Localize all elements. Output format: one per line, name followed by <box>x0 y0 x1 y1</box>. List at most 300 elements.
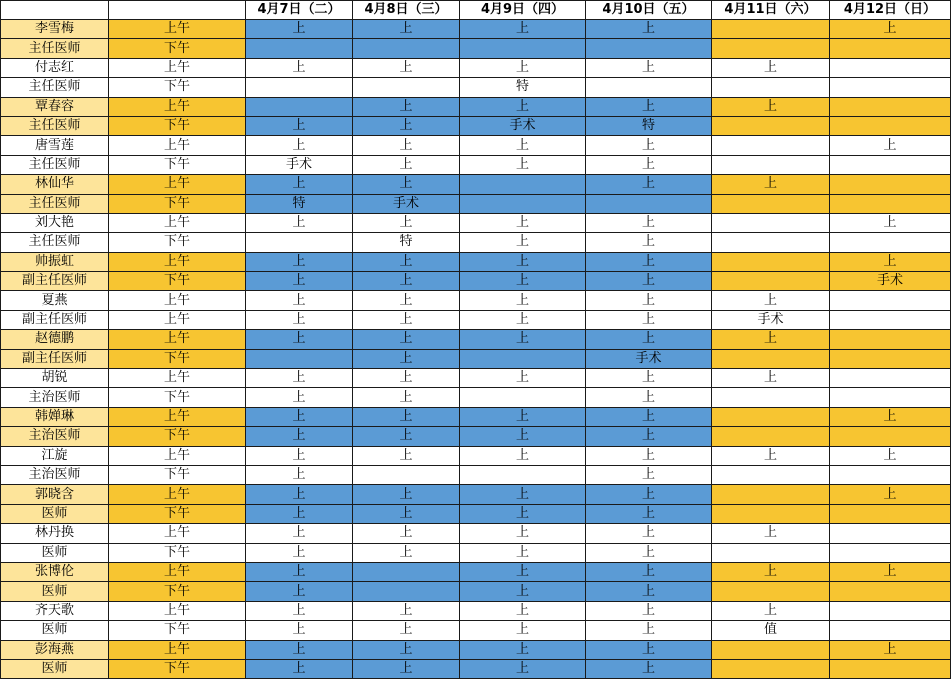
time-slot-cell[interactable]: 上午 <box>109 97 246 116</box>
shift-cell[interactable]: 特 <box>460 78 586 97</box>
time-slot-cell[interactable]: 下午 <box>109 621 246 640</box>
shift-cell[interactable] <box>712 136 830 155</box>
shift-cell[interactable]: 上 <box>586 97 712 116</box>
shift-cell[interactable]: 上 <box>353 349 460 368</box>
shift-cell[interactable]: 上 <box>246 562 353 581</box>
shift-cell[interactable] <box>830 427 951 446</box>
shift-cell[interactable]: 上 <box>353 369 460 388</box>
doctor-title-cell[interactable]: 主任医师 <box>1 78 109 97</box>
time-slot-cell[interactable]: 下午 <box>109 78 246 97</box>
shift-cell[interactable]: 上 <box>460 640 586 659</box>
doctor-name-cell[interactable]: 齐天歌 <box>1 601 109 620</box>
shift-cell[interactable]: 上 <box>353 407 460 426</box>
shift-cell[interactable] <box>460 465 586 484</box>
shift-cell[interactable] <box>830 233 951 252</box>
doctor-name-cell[interactable]: 赵德鹏 <box>1 330 109 349</box>
shift-cell[interactable]: 手术 <box>460 116 586 135</box>
shift-cell[interactable]: 上 <box>586 543 712 562</box>
shift-cell[interactable]: 上 <box>586 582 712 601</box>
shift-cell[interactable]: 上 <box>246 175 353 194</box>
shift-cell[interactable]: 上 <box>712 58 830 77</box>
shift-cell[interactable] <box>460 175 586 194</box>
shift-cell[interactable] <box>712 272 830 291</box>
shift-cell[interactable]: 上 <box>246 116 353 135</box>
shift-cell[interactable]: 上 <box>586 601 712 620</box>
shift-cell[interactable]: 上 <box>353 427 460 446</box>
doctor-name-cell[interactable]: 付志红 <box>1 58 109 77</box>
shift-cell[interactable] <box>712 155 830 174</box>
shift-cell[interactable] <box>712 39 830 58</box>
shift-cell[interactable]: 上 <box>586 562 712 581</box>
shift-cell[interactable] <box>830 39 951 58</box>
shift-cell[interactable] <box>586 39 712 58</box>
shift-cell[interactable] <box>712 349 830 368</box>
shift-cell[interactable] <box>712 485 830 504</box>
shift-cell[interactable]: 上 <box>353 97 460 116</box>
day-header-cell[interactable]: 4月7日（二） <box>246 1 353 20</box>
doctor-title-cell[interactable]: 副主任医师 <box>1 310 109 329</box>
shift-cell[interactable]: 上 <box>830 20 951 39</box>
time-slot-cell[interactable]: 上午 <box>109 310 246 329</box>
doctor-title-cell[interactable]: 医师 <box>1 582 109 601</box>
shift-cell[interactable]: 上 <box>353 136 460 155</box>
shift-cell[interactable]: 上 <box>460 407 586 426</box>
shift-cell[interactable] <box>353 465 460 484</box>
time-slot-cell[interactable]: 下午 <box>109 155 246 174</box>
shift-cell[interactable]: 上 <box>830 136 951 155</box>
shift-cell[interactable] <box>353 582 460 601</box>
shift-cell[interactable]: 上 <box>353 659 460 678</box>
shift-cell[interactable]: 手术 <box>712 310 830 329</box>
time-slot-cell[interactable]: 下午 <box>109 272 246 291</box>
doctor-name-cell[interactable]: 覃春容 <box>1 97 109 116</box>
doctor-name-cell[interactable]: 郭晓含 <box>1 485 109 504</box>
shift-cell[interactable]: 上 <box>246 485 353 504</box>
shift-cell[interactable] <box>353 78 460 97</box>
doctor-title-cell[interactable]: 主治医师 <box>1 465 109 484</box>
shift-cell[interactable]: 上 <box>460 136 586 155</box>
time-slot-cell[interactable]: 上午 <box>109 213 246 232</box>
shift-cell[interactable]: 上 <box>586 465 712 484</box>
time-slot-cell[interactable]: 下午 <box>109 543 246 562</box>
doctor-name-cell[interactable]: 夏燕 <box>1 291 109 310</box>
shift-cell[interactable] <box>830 659 951 678</box>
doctor-name-cell[interactable]: 李雪梅 <box>1 20 109 39</box>
shift-cell[interactable] <box>830 582 951 601</box>
header-row <box>1 1 951 20</box>
time-slot-cell[interactable]: 上午 <box>109 562 246 581</box>
doctor-title-cell[interactable]: 医师 <box>1 504 109 523</box>
shift-cell[interactable]: 上 <box>246 369 353 388</box>
doctor-name-cell[interactable]: 帅振虹 <box>1 252 109 271</box>
shift-cell[interactable]: 手术 <box>246 155 353 174</box>
shift-cell[interactable]: 上 <box>353 310 460 329</box>
shift-cell[interactable] <box>830 369 951 388</box>
shift-cell[interactable] <box>460 388 586 407</box>
shift-cell[interactable]: 上 <box>353 388 460 407</box>
doctor-name-cell[interactable]: 胡锐 <box>1 369 109 388</box>
shift-cell[interactable]: 上 <box>460 524 586 543</box>
shift-cell[interactable]: 上 <box>246 524 353 543</box>
shift-cell[interactable]: 上 <box>246 272 353 291</box>
doctor-title-cell[interactable]: 主任医师 <box>1 233 109 252</box>
shift-cell[interactable]: 上 <box>586 291 712 310</box>
shift-cell[interactable] <box>712 233 830 252</box>
time-slot-cell[interactable]: 上午 <box>109 601 246 620</box>
schedule-row <box>1 582 951 601</box>
shift-cell[interactable]: 上 <box>460 20 586 39</box>
shift-cell[interactable]: 上 <box>460 582 586 601</box>
shift-cell[interactable]: 上 <box>353 58 460 77</box>
time-slot-cell[interactable]: 上午 <box>109 369 246 388</box>
schedule-row <box>1 446 951 465</box>
shift-cell[interactable] <box>830 330 951 349</box>
shift-cell[interactable] <box>830 524 951 543</box>
day-header-cell[interactable]: 4月11日（六） <box>712 1 830 20</box>
shift-cell[interactable] <box>712 213 830 232</box>
shift-cell[interactable]: 上 <box>586 136 712 155</box>
shift-cell[interactable]: 上 <box>586 58 712 77</box>
shift-cell[interactable]: 上 <box>586 213 712 232</box>
shift-cell[interactable] <box>830 155 951 174</box>
shift-cell[interactable] <box>830 97 951 116</box>
shift-cell[interactable]: 上 <box>460 97 586 116</box>
day-header-cell[interactable]: 4月10日（五） <box>586 1 712 20</box>
shift-cell[interactable]: 上 <box>246 659 353 678</box>
shift-cell[interactable]: 上 <box>353 446 460 465</box>
shift-cell[interactable]: 值 <box>712 621 830 640</box>
shift-cell[interactable]: 上 <box>246 640 353 659</box>
shift-cell[interactable] <box>712 504 830 523</box>
shift-cell[interactable]: 上 <box>353 485 460 504</box>
shift-cell[interactable]: 上 <box>246 446 353 465</box>
schedule-row <box>1 465 951 484</box>
shift-cell[interactable]: 上 <box>712 97 830 116</box>
shift-cell[interactable] <box>460 194 586 213</box>
shift-cell[interactable] <box>830 116 951 135</box>
shift-cell[interactable]: 上 <box>586 388 712 407</box>
shift-cell[interactable]: 上 <box>353 543 460 562</box>
shift-cell[interactable]: 上 <box>712 524 830 543</box>
shift-cell[interactable]: 上 <box>246 310 353 329</box>
shift-cell[interactable]: 上 <box>586 504 712 523</box>
doctor-title-cell[interactable]: 主任医师 <box>1 194 109 213</box>
shift-cell[interactable]: 上 <box>586 640 712 659</box>
shift-cell[interactable]: 上 <box>460 58 586 77</box>
shift-cell[interactable]: 上 <box>353 291 460 310</box>
time-slot-cell[interactable]: 下午 <box>109 659 246 678</box>
shift-cell[interactable]: 上 <box>460 155 586 174</box>
shift-cell[interactable]: 上 <box>353 330 460 349</box>
schedule-row <box>1 485 951 504</box>
shift-cell[interactable]: 上 <box>353 116 460 135</box>
time-slot-cell[interactable]: 上午 <box>109 524 246 543</box>
shift-cell[interactable]: 上 <box>460 233 586 252</box>
shift-cell[interactable]: 上 <box>460 369 586 388</box>
shift-cell[interactable] <box>830 601 951 620</box>
time-slot-cell[interactable]: 上午 <box>109 330 246 349</box>
schedule-row <box>1 330 951 349</box>
shift-cell[interactable] <box>830 543 951 562</box>
shift-cell[interactable]: 上 <box>353 252 460 271</box>
doctor-title-cell[interactable]: 主任医师 <box>1 155 109 174</box>
shift-cell[interactable]: 上 <box>460 485 586 504</box>
shift-cell[interactable]: 上 <box>460 562 586 581</box>
doctor-title-cell[interactable]: 医师 <box>1 659 109 678</box>
doctor-title-cell[interactable]: 医师 <box>1 543 109 562</box>
shift-cell[interactable]: 上 <box>353 272 460 291</box>
shift-cell[interactable]: 上 <box>353 504 460 523</box>
shift-cell[interactable] <box>460 39 586 58</box>
shift-cell[interactable] <box>246 233 353 252</box>
shift-cell[interactable]: 上 <box>830 640 951 659</box>
schedule-row <box>1 601 951 620</box>
schedule-row <box>1 78 951 97</box>
shift-cell[interactable]: 上 <box>586 310 712 329</box>
time-slot-cell[interactable]: 下午 <box>109 194 246 213</box>
schedule-row <box>1 20 951 39</box>
shift-cell[interactable]: 特 <box>586 116 712 135</box>
schedule-row <box>1 194 951 213</box>
shift-cell[interactable] <box>830 291 951 310</box>
shift-cell[interactable]: 上 <box>460 310 586 329</box>
doctor-name-cell[interactable]: 唐雪莲 <box>1 136 109 155</box>
shift-cell[interactable]: 上 <box>353 213 460 232</box>
shift-cell[interactable]: 上 <box>246 58 353 77</box>
shift-cell[interactable] <box>712 388 830 407</box>
shift-cell[interactable]: 上 <box>712 330 830 349</box>
shift-cell[interactable]: 上 <box>830 562 951 581</box>
shift-cell[interactable] <box>712 116 830 135</box>
shift-cell[interactable] <box>586 194 712 213</box>
shift-cell[interactable] <box>830 175 951 194</box>
shift-cell[interactable] <box>830 194 951 213</box>
shift-cell[interactable]: 上 <box>246 504 353 523</box>
time-slot-cell[interactable]: 上午 <box>109 485 246 504</box>
shift-cell[interactable]: 上 <box>460 601 586 620</box>
shift-cell[interactable] <box>830 504 951 523</box>
shift-cell[interactable]: 上 <box>246 291 353 310</box>
doctor-name-cell[interactable]: 林丹换 <box>1 524 109 543</box>
shift-cell[interactable]: 上 <box>460 621 586 640</box>
time-slot-cell[interactable]: 上午 <box>109 252 246 271</box>
time-slot-cell[interactable]: 上午 <box>109 446 246 465</box>
shift-cell[interactable] <box>353 562 460 581</box>
shift-cell[interactable]: 上 <box>586 20 712 39</box>
shift-cell[interactable]: 上 <box>586 485 712 504</box>
time-slot-cell[interactable]: 上午 <box>109 175 246 194</box>
schedule-row <box>1 388 951 407</box>
doctor-name-cell[interactable]: 江旋 <box>1 446 109 465</box>
shift-cell[interactable] <box>830 78 951 97</box>
shift-cell[interactable]: 上 <box>246 427 353 446</box>
shift-cell[interactable]: 上 <box>586 155 712 174</box>
shift-cell[interactable] <box>586 78 712 97</box>
shift-cell[interactable]: 上 <box>353 640 460 659</box>
shift-cell[interactable]: 手术 <box>353 194 460 213</box>
doctor-name-cell[interactable]: 彭海燕 <box>1 640 109 659</box>
shift-cell[interactable]: 上 <box>246 388 353 407</box>
shift-cell[interactable] <box>712 465 830 484</box>
shift-cell[interactable]: 上 <box>246 465 353 484</box>
shift-cell[interactable]: 上 <box>586 427 712 446</box>
header-blank-cell[interactable] <box>1 1 109 20</box>
shift-cell[interactable]: 上 <box>460 213 586 232</box>
doctor-title-cell[interactable]: 主任医师 <box>1 39 109 58</box>
shift-cell[interactable]: 上 <box>353 524 460 543</box>
shift-cell[interactable]: 上 <box>460 272 586 291</box>
time-slot-cell[interactable]: 下午 <box>109 427 246 446</box>
time-slot-cell[interactable]: 上午 <box>109 291 246 310</box>
shift-cell[interactable]: 上 <box>586 369 712 388</box>
shift-cell[interactable]: 上 <box>246 601 353 620</box>
schedule-row <box>1 621 951 640</box>
shift-cell[interactable]: 上 <box>830 213 951 232</box>
shift-cell[interactable]: 上 <box>460 504 586 523</box>
time-slot-cell[interactable]: 下午 <box>109 233 246 252</box>
shift-cell[interactable]: 上 <box>460 252 586 271</box>
shift-cell[interactable]: 上 <box>460 427 586 446</box>
shift-cell[interactable] <box>830 310 951 329</box>
shift-cell[interactable]: 上 <box>246 621 353 640</box>
shift-cell[interactable]: 上 <box>246 252 353 271</box>
shift-cell[interactable]: 上 <box>246 330 353 349</box>
shift-cell[interactable] <box>712 407 830 426</box>
shift-cell[interactable] <box>712 427 830 446</box>
shift-cell[interactable] <box>712 543 830 562</box>
shift-cell[interactable]: 上 <box>830 252 951 271</box>
schedule-row <box>1 369 951 388</box>
shift-cell[interactable]: 特 <box>246 194 353 213</box>
header-time-cell[interactable] <box>109 1 246 20</box>
shift-cell[interactable] <box>830 388 951 407</box>
schedule-row <box>1 349 951 368</box>
time-slot-cell[interactable]: 下午 <box>109 39 246 58</box>
shift-cell[interactable]: 上 <box>712 291 830 310</box>
schedule-row <box>1 136 951 155</box>
shift-cell[interactable]: 上 <box>830 446 951 465</box>
doctor-title-cell[interactable]: 主任医师 <box>1 116 109 135</box>
doctor-name-cell[interactable]: 韩婵琳 <box>1 407 109 426</box>
shift-cell[interactable]: 上 <box>586 446 712 465</box>
shift-cell[interactable] <box>353 39 460 58</box>
shift-cell[interactable]: 上 <box>353 20 460 39</box>
time-slot-cell[interactable]: 下午 <box>109 504 246 523</box>
shift-cell[interactable] <box>830 349 951 368</box>
doctor-title-cell[interactable]: 副主任医师 <box>1 349 109 368</box>
shift-cell[interactable]: 上 <box>246 136 353 155</box>
shift-cell[interactable] <box>246 349 353 368</box>
shift-cell[interactable]: 手术 <box>830 272 951 291</box>
doctor-title-cell[interactable]: 主治医师 <box>1 388 109 407</box>
shift-cell[interactable]: 上 <box>712 175 830 194</box>
doctor-name-cell[interactable]: 林仙华 <box>1 175 109 194</box>
shift-cell[interactable]: 上 <box>246 543 353 562</box>
shift-cell[interactable] <box>712 20 830 39</box>
shift-cell[interactable]: 上 <box>353 621 460 640</box>
doctor-name-cell[interactable]: 刘大艳 <box>1 213 109 232</box>
shift-cell[interactable]: 上 <box>353 175 460 194</box>
shift-cell[interactable]: 上 <box>712 562 830 581</box>
shift-cell[interactable]: 上 <box>246 407 353 426</box>
shift-cell[interactable]: 上 <box>246 582 353 601</box>
shift-cell[interactable]: 上 <box>246 213 353 232</box>
shift-cell[interactable]: 上 <box>586 233 712 252</box>
shift-cell[interactable] <box>830 621 951 640</box>
shift-cell[interactable]: 上 <box>586 659 712 678</box>
time-slot-cell[interactable]: 上午 <box>109 20 246 39</box>
shift-cell[interactable]: 上 <box>460 330 586 349</box>
shift-cell[interactable]: 上 <box>712 446 830 465</box>
day-header-cell[interactable]: 4月12日（日） <box>830 1 951 20</box>
schedule-row <box>1 524 951 543</box>
shift-cell[interactable]: 手术 <box>586 349 712 368</box>
shift-cell[interactable]: 上 <box>353 601 460 620</box>
time-slot-cell[interactable]: 下午 <box>109 116 246 135</box>
shift-cell[interactable] <box>712 659 830 678</box>
shift-cell[interactable] <box>712 252 830 271</box>
schedule-row <box>1 291 951 310</box>
time-slot-cell[interactable]: 下午 <box>109 465 246 484</box>
time-slot-cell[interactable]: 上午 <box>109 58 246 77</box>
shift-cell[interactable]: 特 <box>353 233 460 252</box>
schedule-row <box>1 233 951 252</box>
shift-cell[interactable] <box>712 640 830 659</box>
shift-cell[interactable] <box>712 582 830 601</box>
time-slot-cell[interactable]: 上午 <box>109 407 246 426</box>
shift-cell[interactable]: 上 <box>830 485 951 504</box>
day-header-cell[interactable]: 4月8日（三） <box>353 1 460 20</box>
shift-cell[interactable]: 上 <box>586 524 712 543</box>
shift-cell[interactable]: 上 <box>460 543 586 562</box>
shift-cell[interactable] <box>246 97 353 116</box>
shift-cell[interactable]: 上 <box>586 621 712 640</box>
day-header-cell[interactable]: 4月9日（四） <box>460 1 586 20</box>
shift-cell[interactable] <box>712 78 830 97</box>
schedule-row <box>1 213 951 232</box>
time-slot-cell[interactable]: 下午 <box>109 582 246 601</box>
time-slot-cell[interactable]: 上午 <box>109 640 246 659</box>
shift-cell[interactable] <box>712 194 830 213</box>
shift-cell[interactable]: 上 <box>353 155 460 174</box>
shift-cell[interactable]: 上 <box>460 446 586 465</box>
shift-cell[interactable]: 上 <box>586 330 712 349</box>
shift-cell[interactable]: 上 <box>246 20 353 39</box>
time-slot-cell[interactable]: 上午 <box>109 136 246 155</box>
shift-cell[interactable]: 上 <box>712 369 830 388</box>
doctor-title-cell[interactable]: 副主任医师 <box>1 272 109 291</box>
doctor-name-cell[interactable]: 张博伦 <box>1 562 109 581</box>
shift-cell[interactable] <box>830 465 951 484</box>
time-slot-cell[interactable]: 下午 <box>109 349 246 368</box>
shift-cell[interactable]: 上 <box>586 407 712 426</box>
shift-cell[interactable]: 上 <box>712 601 830 620</box>
time-slot-cell[interactable]: 下午 <box>109 388 246 407</box>
shift-cell[interactable] <box>460 349 586 368</box>
shift-cell[interactable]: 上 <box>830 407 951 426</box>
shift-cell[interactable]: 上 <box>460 291 586 310</box>
shift-cell[interactable] <box>246 78 353 97</box>
shift-cell[interactable]: 上 <box>586 175 712 194</box>
doctor-title-cell[interactable]: 主治医师 <box>1 427 109 446</box>
shift-cell[interactable]: 上 <box>586 272 712 291</box>
shift-cell[interactable]: 上 <box>460 659 586 678</box>
shift-cell[interactable] <box>246 39 353 58</box>
doctor-title-cell[interactable]: 医师 <box>1 621 109 640</box>
shift-cell[interactable] <box>830 58 951 77</box>
shift-cell[interactable]: 上 <box>586 252 712 271</box>
schedule-row <box>1 175 951 194</box>
